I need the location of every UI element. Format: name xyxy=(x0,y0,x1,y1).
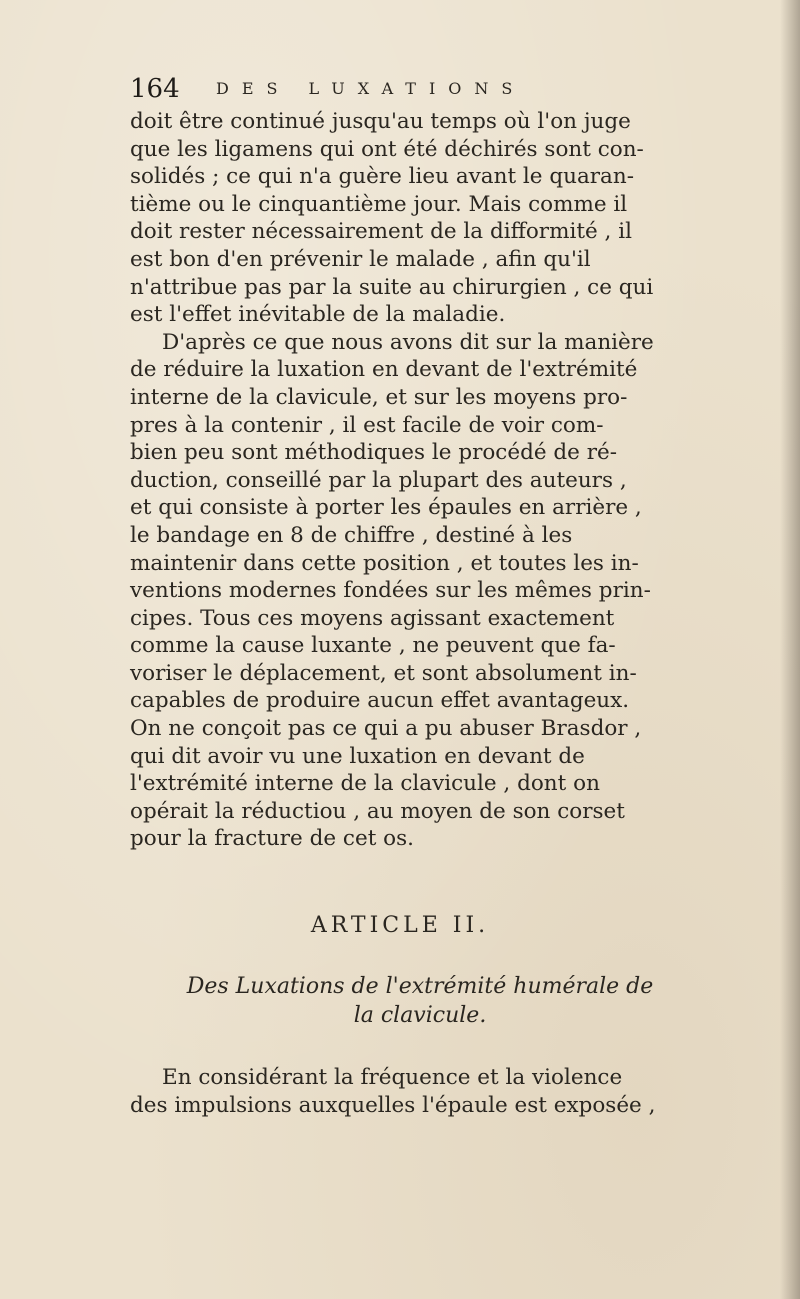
text-line: est l'effet inévitable de la maladie. xyxy=(130,302,506,328)
text-line: le bandage en 8 de chiffre , destiné à les xyxy=(130,522,573,548)
section-title-line: Des Luxations de l'extrémité humérale de xyxy=(186,974,654,999)
text-line: duction, conseillé par la plupart des auteurs , xyxy=(130,467,627,493)
running-head xyxy=(130,72,690,108)
text-line: est bon d'en prévenir le malade , afin qu'il xyxy=(130,246,591,272)
text-line: et qui consiste à porter les épaules en arrière , xyxy=(130,495,642,521)
page-number: 164 xyxy=(130,74,180,104)
text-line: bien peu sont méthodiques le procédé de ré- xyxy=(130,440,617,466)
article-heading: ARTICLE II. xyxy=(310,913,490,938)
text-line: voriser le déplacement, et sont absolument in- xyxy=(130,660,637,686)
paragraph-start-line: En considérant la fréquence et la violence xyxy=(162,1065,623,1090)
text-line: cipes. Tous ces moyens agissant exactement xyxy=(130,605,615,631)
page-edge-shadow xyxy=(780,0,800,1299)
running-title: DES LUXATIONS xyxy=(216,79,526,98)
text-line: qui dit avoir vu une luxation en devant de xyxy=(130,743,585,769)
text-line: que les ligamens qui ont été déchirés sont con- xyxy=(130,136,644,162)
text-line: doit être continué jusqu'au temps où l'on juge xyxy=(130,109,631,134)
text-line: ventions modernes fondées sur les mêmes prin- xyxy=(130,578,651,604)
text-line: maintenir dans cette position , et toutes les in- xyxy=(130,550,639,576)
paragraph-start-line: D'après ce que nous avons dit sur la manière xyxy=(162,329,654,355)
text-line: pour la fracture de cet os. xyxy=(130,826,414,852)
section-title-line: la clavicule. xyxy=(353,1003,487,1028)
body-text-continued xyxy=(130,1064,710,1119)
text-line: interne de la clavicule, et sur les moyens pro- xyxy=(130,384,628,410)
body-text xyxy=(130,108,710,853)
section-title xyxy=(130,972,710,1030)
text-line: On ne conçoit pas ce qui a pu abuser Brasdor , xyxy=(130,716,642,742)
text-line: doit rester nécessairement de la difformité , il xyxy=(130,219,632,245)
text-line: pres à la contenir , il est facile de voir com- xyxy=(130,412,604,438)
text-line: comme la cause luxante , ne peuvent que fa- xyxy=(130,633,616,659)
text-line: l'extrémité interne de la clavicule , dont on xyxy=(130,771,600,797)
text-line: des impulsions auxquelles l'épaule est exposée , xyxy=(130,1092,656,1118)
text-line: de réduire la luxation en devant de l'extrémité xyxy=(130,357,638,383)
text-line: tième ou le cinquantième jour. Mais comme il xyxy=(130,191,628,217)
text-line: capables de produire aucun effet avantageux. xyxy=(130,688,630,714)
text-line: n'attribue pas par la suite au chirurgien , ce qui xyxy=(130,274,654,300)
text-line: solidés ; ce qui n'a guère lieu avant le quaran- xyxy=(130,164,634,190)
text-line: opérait la réductiou , au moyen de son corset xyxy=(130,798,625,824)
